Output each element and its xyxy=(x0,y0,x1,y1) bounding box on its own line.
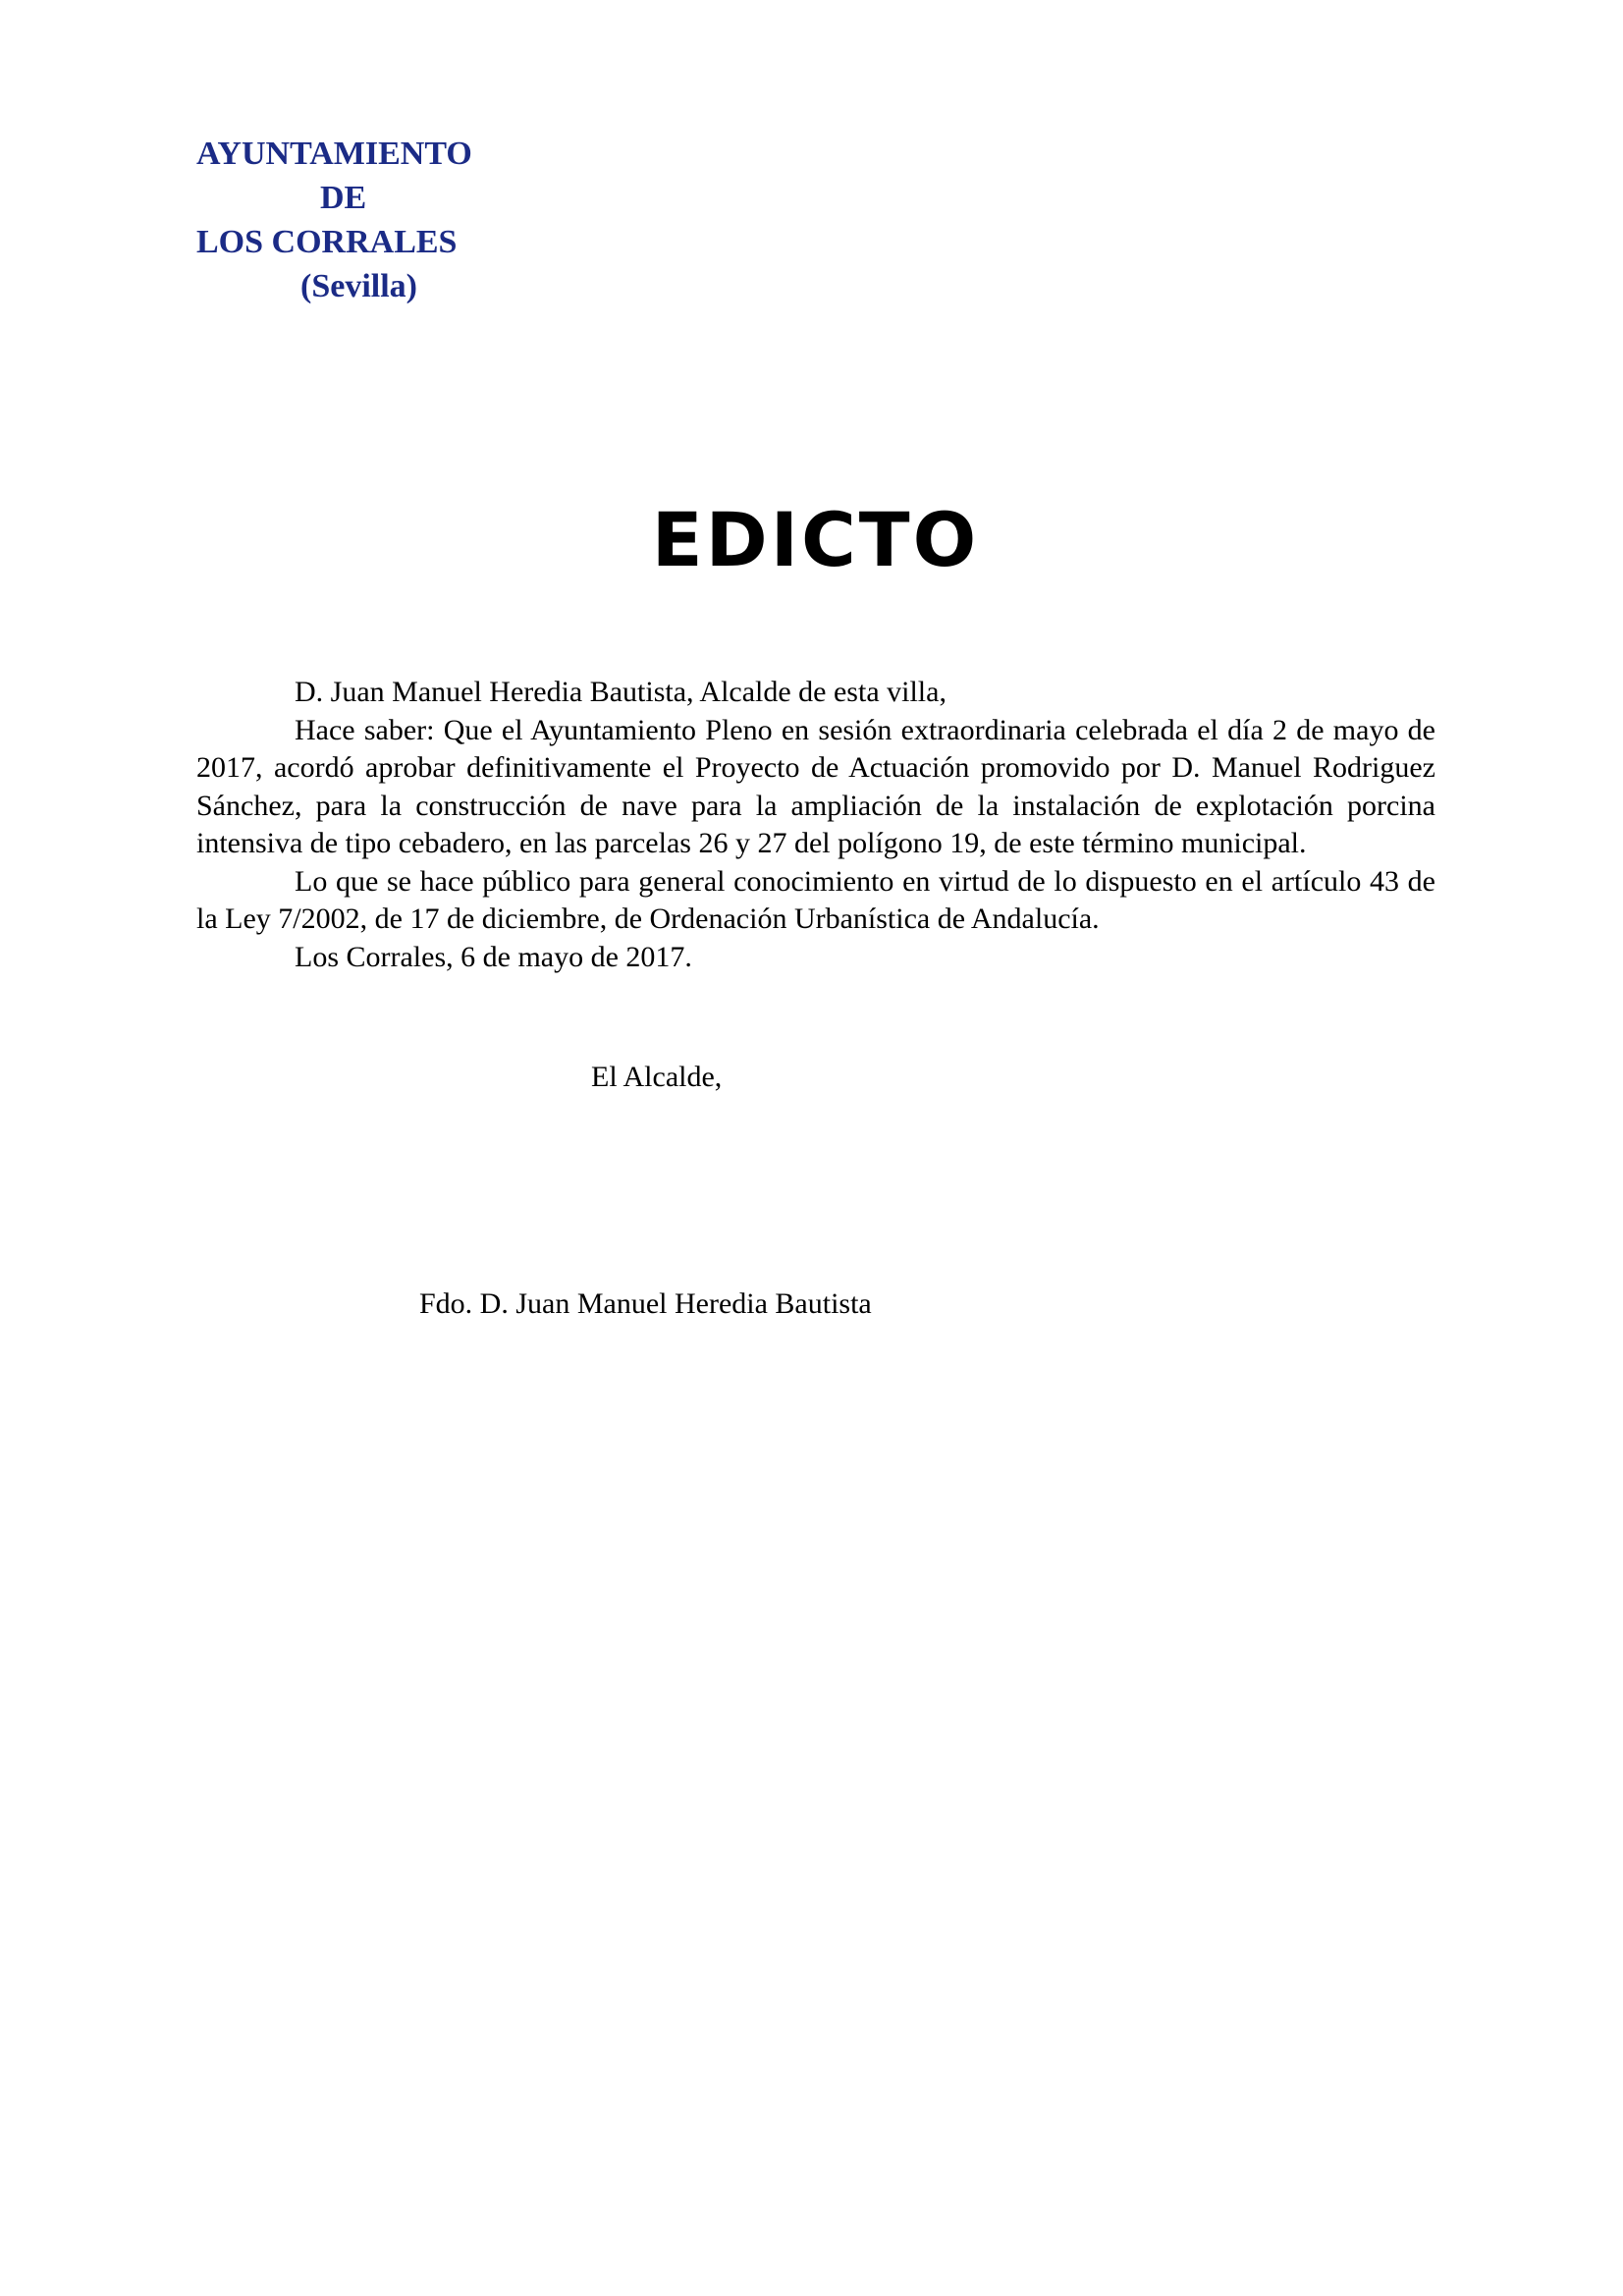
paragraph-public-notice: Lo que se hace público para general conocimiento en virtud de lo dispuesto en el artículo 43 de la Ley 7/2002, de 17 de diciembre, de Ordenación Urbanística de Andalucía. xyxy=(196,864,1435,935)
signature-name: Fdo. D. Juan Manuel Heredia Bautista xyxy=(419,1287,872,1320)
municipality-letterhead xyxy=(196,132,530,308)
paragraph-announcement: Hace saber: Que el Ayuntamiento Pleno en sesión extraordinaria celebrada el día 2 de mayo de 2017, acordó aprobar definitivamente el Proyecto de Actuación promovido por D. Manuel Rodriguez Sánchez, para la construcción de nave para la ampliación de la instalación de explotación porcina intensiva de tipo cebadero, en las parcelas 26 y 27 del polígono 19, de este término municipal. xyxy=(196,713,1435,859)
letterhead-line-ayuntamiento: AYUNTAMIENTO xyxy=(196,136,472,172)
letterhead-line-de: DE xyxy=(320,180,367,216)
letterhead-line-los-corrales: LOS CORRALES xyxy=(196,224,458,260)
paragraph-mayor-intro: D. Juan Manuel Heredia Bautista, Alcalde de esta villa, xyxy=(295,676,947,708)
letterhead-line-sevilla: (Sevilla) xyxy=(300,268,417,304)
signature-role: El Alcalde, xyxy=(591,1061,723,1093)
paragraph-place-date: Los Corrales, 6 de mayo de 2017. xyxy=(295,940,692,973)
document-title: EDICTO xyxy=(651,496,980,583)
edict-body xyxy=(196,674,1435,976)
